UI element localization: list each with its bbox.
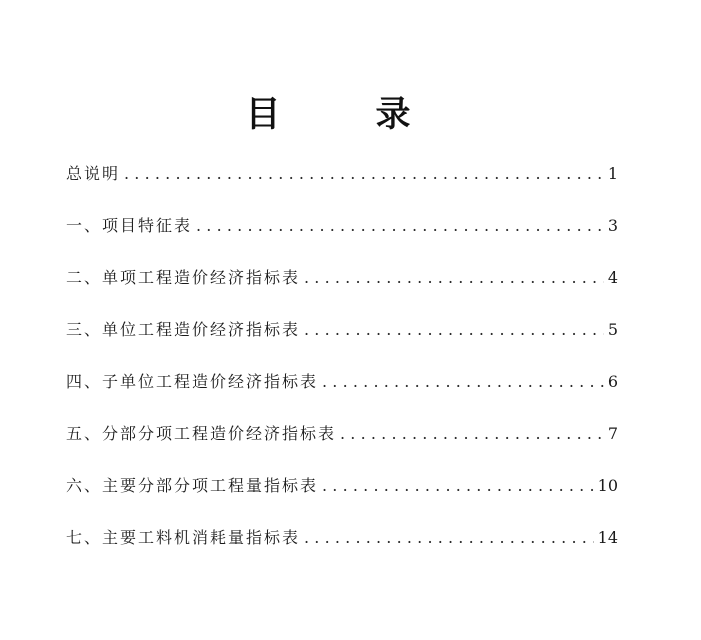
- toc-entry-page-number: 10: [597, 476, 618, 495]
- toc-entry-page-number: 5: [607, 320, 618, 339]
- toc-entry-label: 三、单位工程造价经济指标表: [66, 320, 301, 339]
- toc-entry-page-number: 4: [607, 268, 618, 287]
- toc-entry-unit-project-cost[interactable]: [66, 316, 618, 368]
- dot-leader: [304, 524, 594, 552]
- toc-entry-label: 五、分部分项工程造价经济指标表: [66, 424, 337, 443]
- toc-entry-main-quantity-index[interactable]: [66, 472, 618, 524]
- toc-title: 目 录: [245, 95, 441, 135]
- toc-entry-general-description[interactable]: [66, 160, 618, 212]
- toc-entry-single-project-cost[interactable]: [66, 264, 618, 316]
- toc-entry-page-number: 14: [597, 528, 618, 547]
- toc-entry-label: 一、项目特征表: [66, 216, 193, 235]
- toc-entry-label: 四、子单位工程造价经济指标表: [66, 372, 319, 391]
- toc-entry-page-number: 6: [607, 372, 618, 391]
- toc-entry-page-number: 3: [607, 216, 618, 235]
- dot-leader: [322, 368, 604, 396]
- toc-entry-sub-unit-project-cost[interactable]: [66, 368, 618, 420]
- toc-entry-page-number: 7: [607, 424, 618, 443]
- toc-entry-label: 七、主要工料机消耗量指标表: [66, 528, 301, 547]
- toc-list: [66, 160, 618, 576]
- toc-entry-project-features[interactable]: [66, 212, 618, 264]
- dot-leader: [196, 212, 604, 240]
- toc-entry-label: 二、单项工程造价经济指标表: [66, 268, 301, 287]
- dot-leader: [322, 472, 594, 500]
- dot-leader: [304, 316, 604, 344]
- toc-entry-divisional-cost[interactable]: [66, 420, 618, 472]
- dot-leader: [304, 264, 604, 292]
- toc-entry-label: 六、主要分部分项工程量指标表: [66, 476, 319, 495]
- toc-entry-material-consumption[interactable]: [66, 524, 618, 576]
- dot-leader: [340, 420, 604, 448]
- toc-entry-label: 总说明: [66, 164, 121, 183]
- dot-leader: [124, 160, 604, 188]
- toc-entry-page-number: 1: [607, 164, 618, 183]
